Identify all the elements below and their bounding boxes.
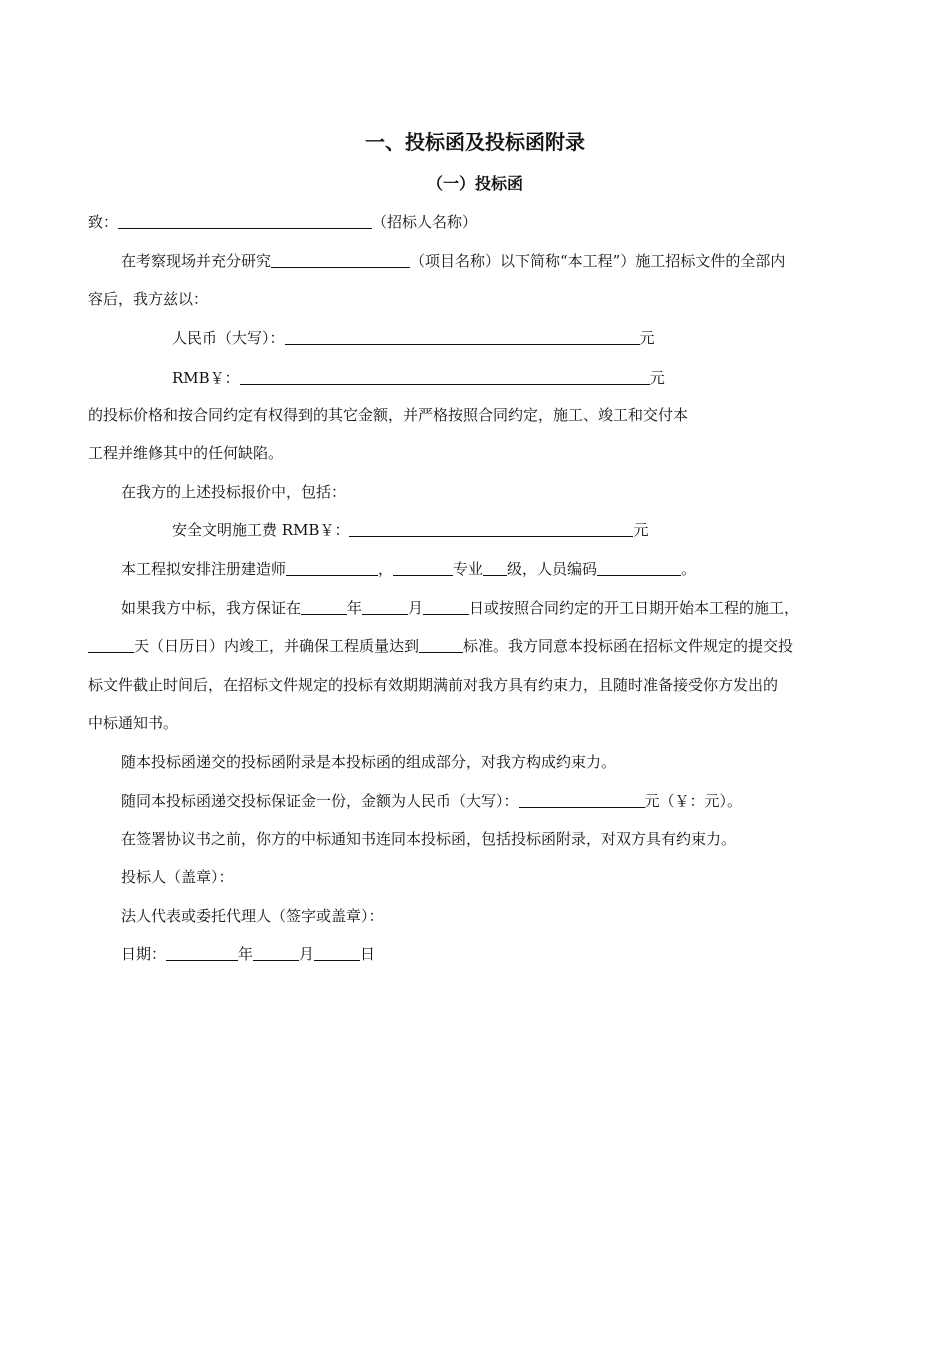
p5-text-c: 天（日历日）内竣工，并确保工程质量达到: [134, 637, 420, 655]
rmb-line: [172, 366, 665, 390]
to-suffix: （招标人名称）: [372, 213, 478, 231]
start-month-blank[interactable]: [362, 598, 408, 615]
p5-text-f: 中标通知书。: [88, 714, 179, 732]
paragraph-6: [121, 750, 616, 774]
rmb-upper-blank[interactable]: [285, 328, 640, 345]
bidder-seal-label: 投标人（盖章）：: [121, 868, 234, 886]
paragraph-4: [121, 557, 696, 581]
p5-text-b: 日或按照合同约定的开工日期开始本工程的施工，: [469, 599, 800, 617]
tenderer-name-blank[interactable]: [118, 212, 372, 229]
paragraph-5-line-1: [121, 596, 799, 620]
year-unit: 年: [347, 599, 363, 617]
date-month-blank[interactable]: [253, 944, 299, 961]
p4-text-d: 级，人员编码: [507, 560, 598, 578]
date-year-blank[interactable]: [166, 944, 238, 961]
rmb-label: RMB￥：: [172, 369, 240, 387]
month-unit: 月: [299, 945, 315, 963]
rmb-upper-line: [172, 326, 655, 350]
month-unit: 月: [408, 599, 424, 617]
project-name-blank[interactable]: [271, 251, 410, 268]
p4-text-e: 。: [681, 560, 697, 578]
p3-text: 在我方的上述投标报价中，包括：: [121, 483, 347, 501]
p1-text-a: 在考察现场并充分研究: [121, 252, 272, 270]
p2-text-a: 的投标价格和按合同约定有权得到的其它金额，并严格按照合同约定，施工、竣工和交付本: [88, 406, 689, 424]
addressee-line: [88, 210, 477, 234]
grade-blank[interactable]: [483, 559, 507, 576]
paragraph-5-line-2: [88, 634, 793, 658]
p1-text-b: （项目名称）以下简称“本工程”）施工招标文件的全部内: [410, 252, 786, 270]
day-unit: 日: [360, 945, 376, 963]
paragraph-8: [121, 827, 736, 851]
duration-days-blank[interactable]: [88, 636, 134, 653]
document-title: 一、投标函及投标函附录: [365, 130, 585, 154]
paragraph-5-line-4: [88, 711, 178, 735]
p7-text-b: 元（￥：元）。: [644, 792, 743, 810]
safety-fee-blank[interactable]: [349, 520, 633, 537]
paragraph-2-line-2: [88, 441, 283, 465]
specialty-blank[interactable]: [393, 559, 453, 576]
rmb-upper-label: 人民币（大写）：: [172, 329, 285, 347]
date-line: [121, 942, 375, 966]
p7-text-a: 随同本投标函递交投标保证金一份，金额为人民币（大写）：: [121, 792, 519, 810]
year-unit: 年: [238, 945, 254, 963]
paragraph-1-line-1: [121, 249, 785, 273]
safety-fee-line: [172, 518, 648, 542]
yuan-unit: 元: [639, 329, 655, 347]
p1-text-c: 容后，我方兹以：: [88, 290, 209, 308]
rmb-amount-blank[interactable]: [240, 368, 650, 385]
yuan-unit: 元: [633, 521, 649, 539]
section-title: （一）投标函: [426, 174, 523, 193]
date-label: 日期：: [121, 945, 167, 963]
p4-text-a: 本工程拟安排注册建造师: [121, 560, 287, 578]
safety-fee-label: 安全文明施工费 RMB￥：: [172, 521, 350, 539]
p4-text-b: ，: [378, 560, 394, 578]
yuan-unit: 元: [649, 369, 665, 387]
paragraph-7: [121, 789, 742, 813]
legal-rep-line: [121, 904, 384, 928]
paragraph-1-line-2: [88, 287, 208, 311]
p6-text: 随本投标函递交的投标函附录是本投标函的组成部分，对我方构成约束力。: [121, 753, 617, 771]
guarantee-amount-blank[interactable]: [519, 791, 645, 808]
date-day-blank[interactable]: [314, 944, 360, 961]
p5-text-d: 标准。我方同意本投标函在招标文件规定的提交投: [463, 637, 794, 655]
p4-text-c: 专业: [453, 560, 484, 578]
quality-standard-blank[interactable]: [419, 636, 463, 653]
paragraph-5-line-3: [88, 673, 778, 697]
paragraph-3: [121, 480, 346, 504]
bidder-seal-line: [121, 865, 234, 889]
to-prefix: 致：: [88, 213, 119, 231]
p5-text-a: 如果我方中标，我方保证在: [121, 599, 302, 617]
personnel-code-blank[interactable]: [597, 559, 681, 576]
p8-text: 在签署协议书之前，你方的中标通知书连同本投标函，包括投标函附录，对双方具有约束力。: [121, 830, 737, 848]
constructor-name-blank[interactable]: [286, 559, 378, 576]
start-year-blank[interactable]: [301, 598, 347, 615]
start-day-blank[interactable]: [423, 598, 469, 615]
paragraph-2-line-1: [88, 403, 688, 427]
p2-text-b: 工程并维修其中的任何缺陷。: [88, 444, 284, 462]
legal-rep-label: 法人代表或委托代理人（签字或盖章）：: [121, 907, 384, 925]
p5-text-e: 标文件截止时间后，在招标文件规定的投标有效期期满前对我方具有约束力，且随时准备接受你方发出的: [88, 676, 779, 694]
